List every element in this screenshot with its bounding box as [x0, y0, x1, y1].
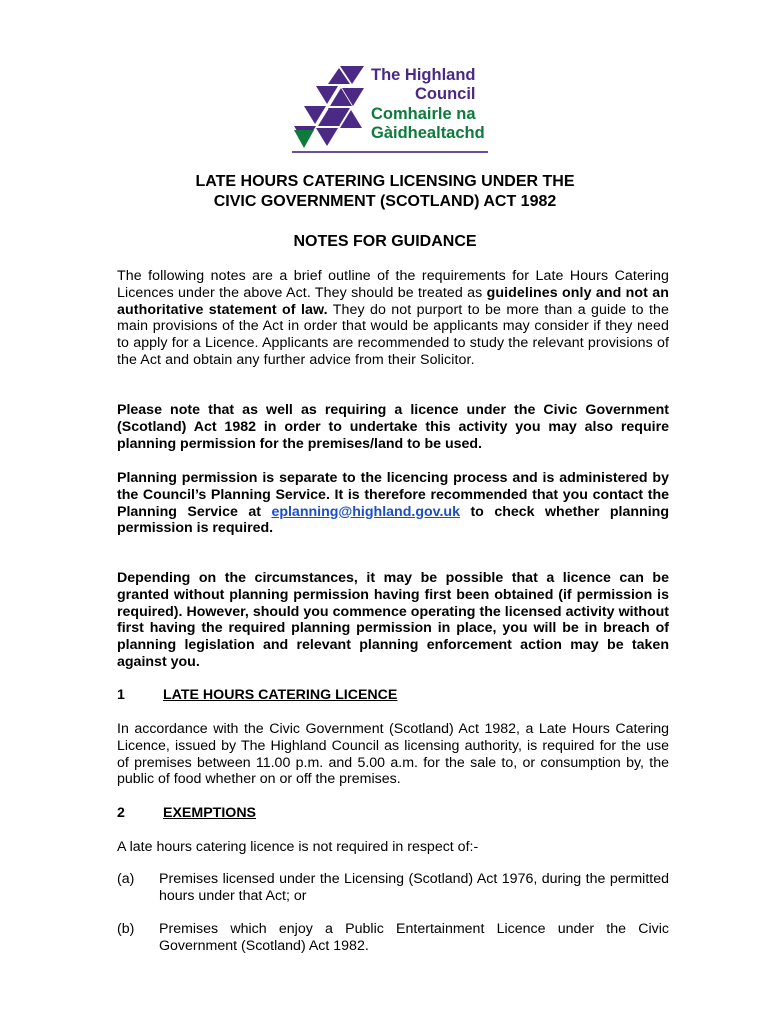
intro-text-part1: The following notes are a brief outline of the requirements for Late Hours Catering Licences under the above Act. They should be treated as: [117, 268, 669, 301]
logo-divider: [292, 151, 488, 153]
section2-title: EXEMPTIONS: [163, 805, 257, 821]
section1-number: 1: [117, 687, 125, 703]
intro-bold-text: guidelines only and not an authoritative statement of law.: [117, 284, 670, 318]
planning-text-part1: Planning permission is separate to the licencing process and is administered by the Council’s Planning Service. It is therefore recommended that you contact the Planning Service at: [117, 470, 669, 520]
logo-wordmark: [371, 66, 485, 143]
list-item-label: (b): [117, 921, 135, 937]
list-item-label: (a): [117, 871, 135, 887]
highland-council-logo: [292, 64, 492, 156]
document-subtitle: NOTES FOR GUIDANCE: [293, 233, 477, 250]
logo-english-line1: The Highland: [371, 66, 476, 84]
planning-notice-paragraph: Please note that as well as requiring a licence under the Civic Government (Scotland) Act 1982 in order to undertake this activity you may also require planning permission for the premises/land to be used.: [117, 402, 669, 452]
section2-number: 2: [117, 805, 125, 821]
list-item-text: Premises licensed under the Licensing (Scotland) Act 1976, during the permitted hours under that Act; or: [159, 871, 669, 904]
planning-permission-paragraph: [117, 470, 669, 537]
section2-intro: A late hours catering licence is not required in respect of:-: [117, 839, 479, 855]
section1-body: In accordance with the Civic Government (Scotland) Act 1982, a Late Hours Catering Licence, issued by The Highland Council as licensing authority, is required for the use of premises between 11.00 p.m. and 5.00 a.m. for the sale to, or consumption by, the public of food whether on or off the premises.: [117, 721, 669, 788]
planning-email-link[interactable]: eplanning@highland.gov.uk: [271, 503, 460, 520]
logo-gaelic-line1: Comhairle na: [371, 105, 476, 123]
logo-gaelic-line2: Gàidhealtachd: [371, 124, 485, 142]
section1-title: LATE HOURS CATERING LICENCE: [163, 687, 398, 703]
planning-text-part2: to check whether planning permission is required.: [117, 503, 669, 537]
logo-triangles-icon: [292, 64, 370, 150]
document-title-line2: CIVIC GOVERNMENT (SCOTLAND) ACT 1982: [213, 193, 557, 210]
document-title-line1: LATE HOURS CATERING LICENSING UNDER THE: [195, 173, 575, 190]
logo-english-line2: Council: [415, 85, 476, 103]
circumstances-paragraph: Depending on the circumstances, it may be possible that a licence can be granted without planning permission having first been obtained (if permission is required). However, should you commence operating the licensed activity without first having the required planning permission in place, you will be in breach of planning legislation and relevant planning enforcement action may be taken against you.: [117, 570, 669, 670]
intro-text-part2: They do not purport to be more than a guide to the main provisions of the Act in order that would be applicants may consider if they need to apply for a Licence. Applicants are recommended to study the relevant provisions of the Act and obtain any further advice from their Solicitor.: [117, 301, 669, 368]
list-item-text: Premises which enjoy a Public Entertainment Licence under the Civic Government (Scotland) Act 1982.: [159, 921, 669, 954]
intro-paragraph: [117, 268, 669, 369]
